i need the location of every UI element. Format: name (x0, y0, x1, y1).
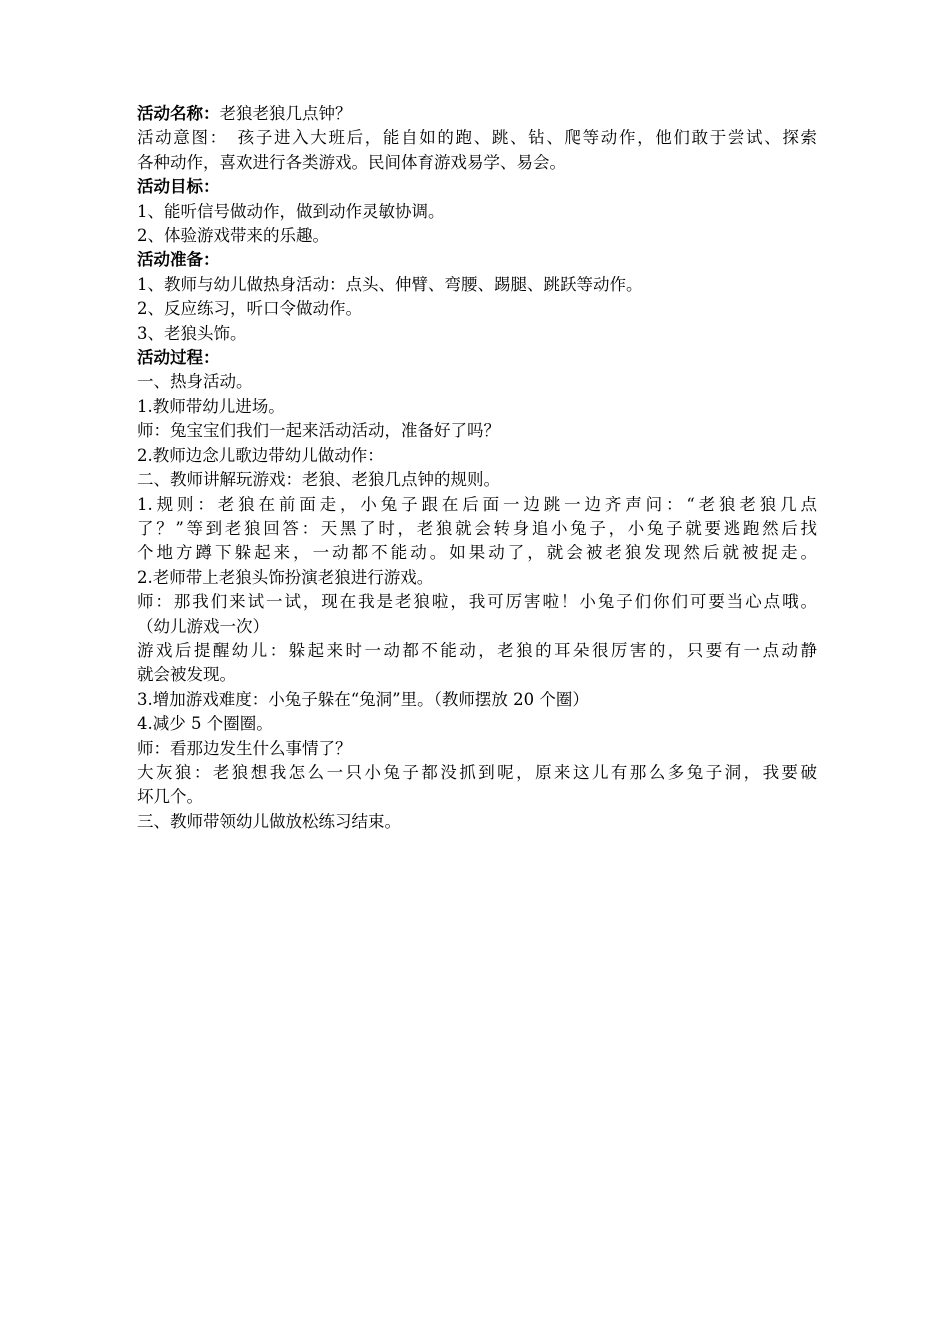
goals-heading: 活动目标： (137, 177, 220, 197)
process-line: （幼儿游戏一次） (137, 616, 269, 636)
preparation-item: 1、教师与幼儿做热身活动：点头、伸臂、弯腰、踢腿、跳跃等动作。 (137, 274, 643, 294)
document-page (137, 102, 817, 834)
goal-item: 2、体验游戏带来的乐趣。 (137, 226, 329, 246)
process-line: 一、热身活动。 (137, 372, 253, 392)
process-line: 了？”等到老狼回答：天黑了时，老狼就会转身追小兔子，小兔子就要逃跑然后找 (137, 518, 817, 538)
process-line: 2.老师带上老狼头饰扮演老狼进行游戏。 (137, 567, 434, 587)
process-line: 二、教师讲解玩游戏：老狼、老狼几点钟的规则。 (137, 470, 500, 490)
preparation-item: 2、反应练习，听口令做动作。 (137, 299, 362, 319)
process-line: 1.规则：老狼在前面走，小兔子跟在后面一边跳一边齐声问：“老狼老狼几点 (137, 494, 817, 514)
process-line: 就会被发现。 (137, 665, 236, 685)
process-line: 3.增加游戏难度：小兔子躲在“兔洞”里。（教师摆放 20 个圈） (137, 689, 589, 709)
goal-item: 1、能听信号做动作，做到动作灵敏协调。 (137, 201, 445, 221)
process-line: 游戏后提醒幼儿：躲起来时一动都不能动，老狼的耳朵很厉害的，只要有一点动静 (137, 640, 817, 660)
process-line: 坏几个。 (137, 787, 203, 807)
activity-name-line (137, 102, 817, 126)
process-line: 个地方蹲下躲起来，一动都不能动。如果动了，就会被老狼发现然后就被捉走。 (137, 543, 817, 563)
process-line: 大灰狼：老狼想我怎么一只小兔子都没抓到呢，原来这儿有那么多兔子洞，我要破 (137, 762, 817, 782)
process-line: 1.教师带幼儿进场。 (137, 396, 285, 416)
preparation-item: 3、老狼头饰。 (137, 323, 247, 343)
activity-name-value: 老狼老狼几点钟？ (219, 104, 352, 123)
activity-name-label: 活动名称： (137, 104, 220, 123)
process-heading: 活动过程： (137, 348, 220, 368)
preparation-heading: 活动准备： (137, 250, 220, 270)
process-line: 师：看那边发生什么事情了？ (137, 738, 352, 758)
process-line: 师：兔宝宝们我们一起来活动活动，准备好了吗？ (137, 421, 500, 441)
process-line: 三、教师带领幼儿做放松练习结束。 (137, 811, 401, 831)
process-line: 师：那我们来试一试，现在我是老狼啦，我可厉害啦！小兔子们你们可要当心点哦。 (137, 592, 817, 612)
activity-intent-line-1: 活动意图： 孩子进入大班后，能自如的跑、跳、钻、爬等动作，他们敢于尝试、探索 (137, 128, 817, 148)
process-line: 4.减少 5 个圈圈。 (137, 714, 273, 734)
process-line: 2.教师边念儿歌边带幼儿做动作： (137, 445, 384, 465)
activity-intent-line-2: 各种动作，喜欢进行各类游戏。民间体育游戏易学、易会。 (137, 152, 566, 172)
